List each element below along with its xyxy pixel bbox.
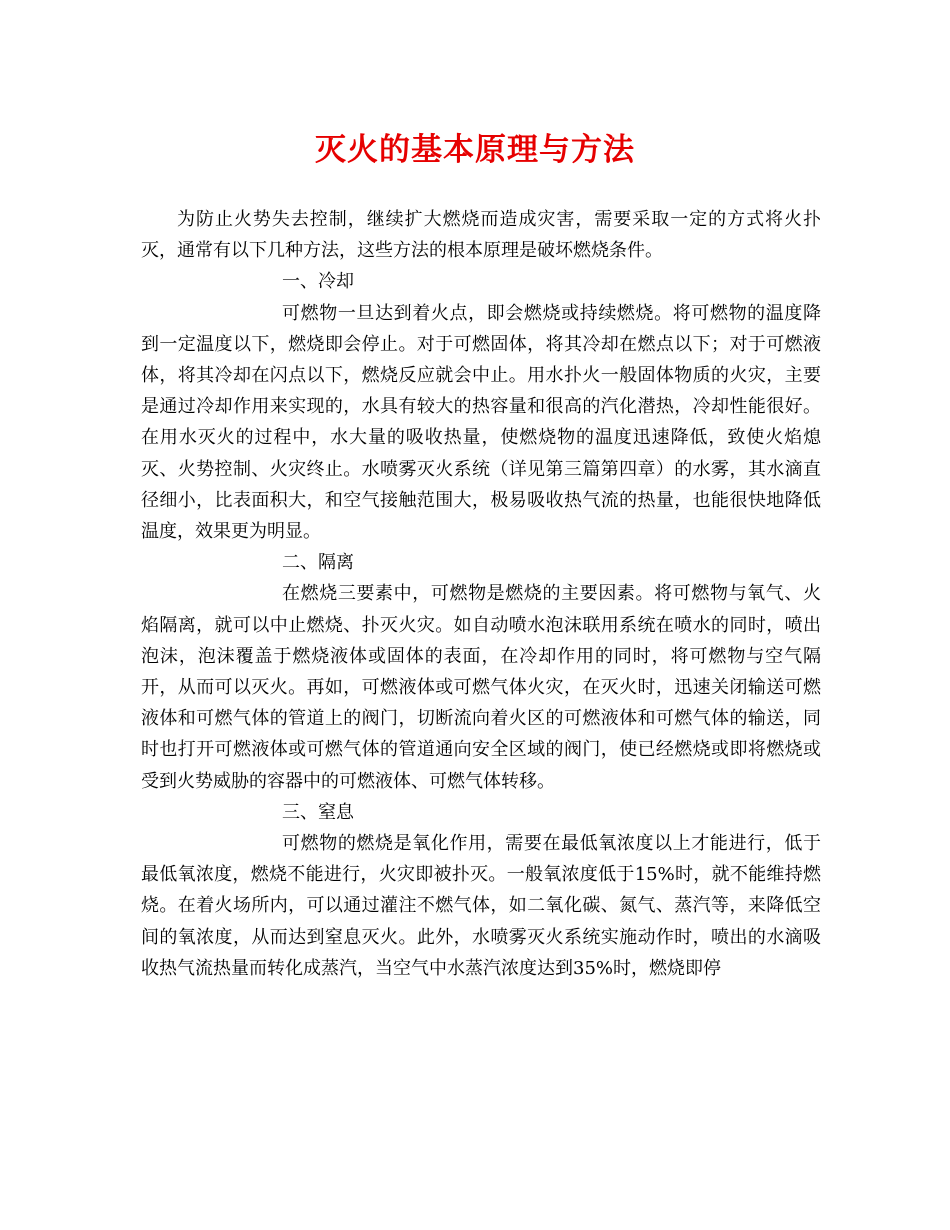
- section-heading-isolation: 二、隔离: [282, 552, 354, 574]
- section-heading-cooling: 一、冷却: [282, 271, 354, 293]
- section-text-cooling: 可燃物一旦达到着火点，即会燃烧或持续燃烧。将可燃物的温度降到一定温度以下，燃烧即会停止。对于可燃固体，将其冷却在燃点以下；对于可燃液体，将其冷却在闪点以下，燃烧反应就会中止。用水扑火一般固体物质的火灾，主要是通过冷却作用来实现的，水具有较大的热容量和很高的汽化潜热，冷却性能很好。在用水灭火的过程中，水大量的吸收热量，使燃烧物的温度迅速降低，致使火焰熄灭、火势控制、火灾终止。水喷雾灭火系统（详见第三篇第四章）的水雾，其水滴直径细小，比表面积大，和空气接触范围大，极易吸收热气流的热量，也能很快地降低温度，效果更为明显。: [141, 302, 821, 543]
- section-text-isolation: 在燃烧三要素中，可燃物是燃烧的主要因素。将可燃物与氧气、火焰隔离，就可以中止燃烧、扑灭火灾。如自动喷水泡沫联用系统在喷水的同时，喷出泡沫，泡沫覆盖于燃烧液体或固体的表面，在冷却作用的同时，将可燃物与空气隔开，从而可以灭火。再如，可燃液体或可燃气体火灾，在灭火时，迅速关闭输送可燃液体和可燃气体的管道上的阀门，切断流向着火区的可燃液体和可燃气体的输送，同时也打开可燃液体或可燃气体的管道通向安全区域的阀门，使已经燃烧或即将燃烧或受到火势威胁的容器中的可燃液体、可燃气体转移。: [141, 583, 821, 792]
- section-heading-smothering: 三、窒息: [282, 801, 354, 823]
- section-text-smothering: 可燃物的燃烧是氧化作用，需要在最低氧浓度以上才能进行，低于最低氧浓度，燃烧不能进行，火灾即被扑灭。一般氧浓度低于15%时，就不能维持燃烧。在着火场所内，可以通过灌注不燃气体，如二氧化碳、氮气、蒸汽等，来降低空间的氧浓度，从而达到窒息灭火。此外，水喷雾灭火系统实施动作时，喷出的水滴吸收热气流热量而转化成蒸汽，当空气中水蒸汽浓度达到35%时，燃烧即停: [141, 833, 821, 979]
- page-title: 灭火的基本原理与方法: [315, 132, 635, 168]
- intro-paragraph: 为防止火势失去控制，继续扩大燃烧而造成灾害，需要采取一定的方式将火扑灭，通常有以下几种方法，这些方法的根本原理是破坏燃烧条件。: [141, 209, 821, 262]
- document-body: [141, 204, 821, 984]
